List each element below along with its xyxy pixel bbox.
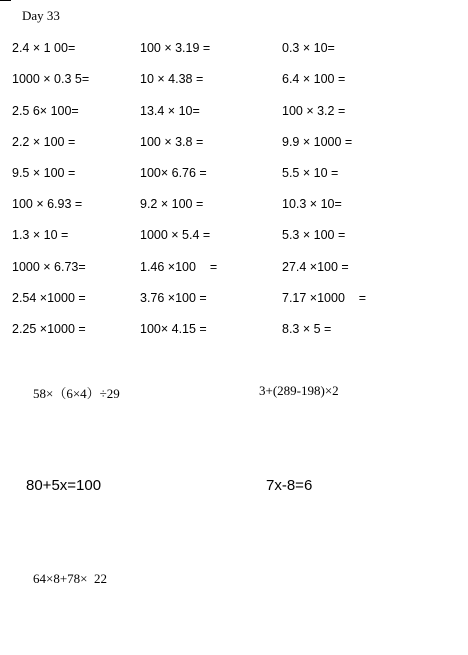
page-corner-mark [0, 0, 11, 1]
grid-cell: 100 × 3.2 = [282, 104, 346, 118]
grid-cell: 100× 6.76 = [140, 166, 207, 180]
equation-problem-1: 80+5x=100 [26, 477, 102, 494]
grid-cell: 1000 × 5.4 = [140, 228, 211, 242]
grid-cell: 6.4 × 100 = [282, 72, 346, 86]
grid-cell: 100 × 3.19 = [140, 41, 211, 55]
page-title: Day 33 [22, 8, 60, 23]
grid-cell: 2.54 ×1000 = [12, 291, 86, 305]
grid-cell: 2.25 ×1000 = [12, 322, 86, 336]
equation-problem-2: 7x-8=6 [266, 477, 313, 494]
grid-cell: 1.46 ×100 = [140, 260, 218, 274]
grid-cell: 1000 × 6.73= [12, 260, 86, 274]
grid-cell: 1000 × 0.3 5= [12, 72, 90, 86]
grid-cell: 100 × 3.8 = [140, 135, 204, 149]
expression-problem-2: 3+(289-198)×2 [259, 383, 339, 398]
grid-cell: 9.9 × 1000 = [282, 135, 353, 149]
grid-cell: 8.3 × 5 = [282, 322, 332, 336]
grid-cell: 2.2 × 100 = [12, 135, 76, 149]
grid-cell: 7.17 ×1000 = [282, 291, 367, 305]
grid-cell: 3.76 ×100 = [140, 291, 207, 305]
grid-cell: 2.4 × 1 00= [12, 41, 76, 55]
grid-cell: 10.3 × 10= [282, 197, 342, 211]
grid-cell: 13.4 × 10= [140, 104, 200, 118]
expression-problem-1: 58×（6×4）÷29 [33, 386, 120, 401]
grid-cell: 100 × 6.93 = [12, 197, 83, 211]
grid-cell: 2.5 6× 100= [12, 104, 79, 118]
expression-problem-3: 64×8+78× 22 [33, 571, 107, 586]
grid-cell: 9.2 × 100 = [140, 197, 204, 211]
grid-cell: 5.5 × 10 = [282, 166, 339, 180]
grid-cell: 0.3 × 10= [282, 41, 335, 55]
grid-cell: 100× 4.15 = [140, 322, 207, 336]
grid-cell: 9.5 × 100 = [12, 166, 76, 180]
grid-cell: 5.3 × 100 = [282, 228, 346, 242]
grid-cell: 27.4 ×100 = [282, 260, 349, 274]
grid-cell: 1.3 × 10 = [12, 228, 69, 242]
grid-cell: 10 × 4.38 = [140, 72, 204, 86]
